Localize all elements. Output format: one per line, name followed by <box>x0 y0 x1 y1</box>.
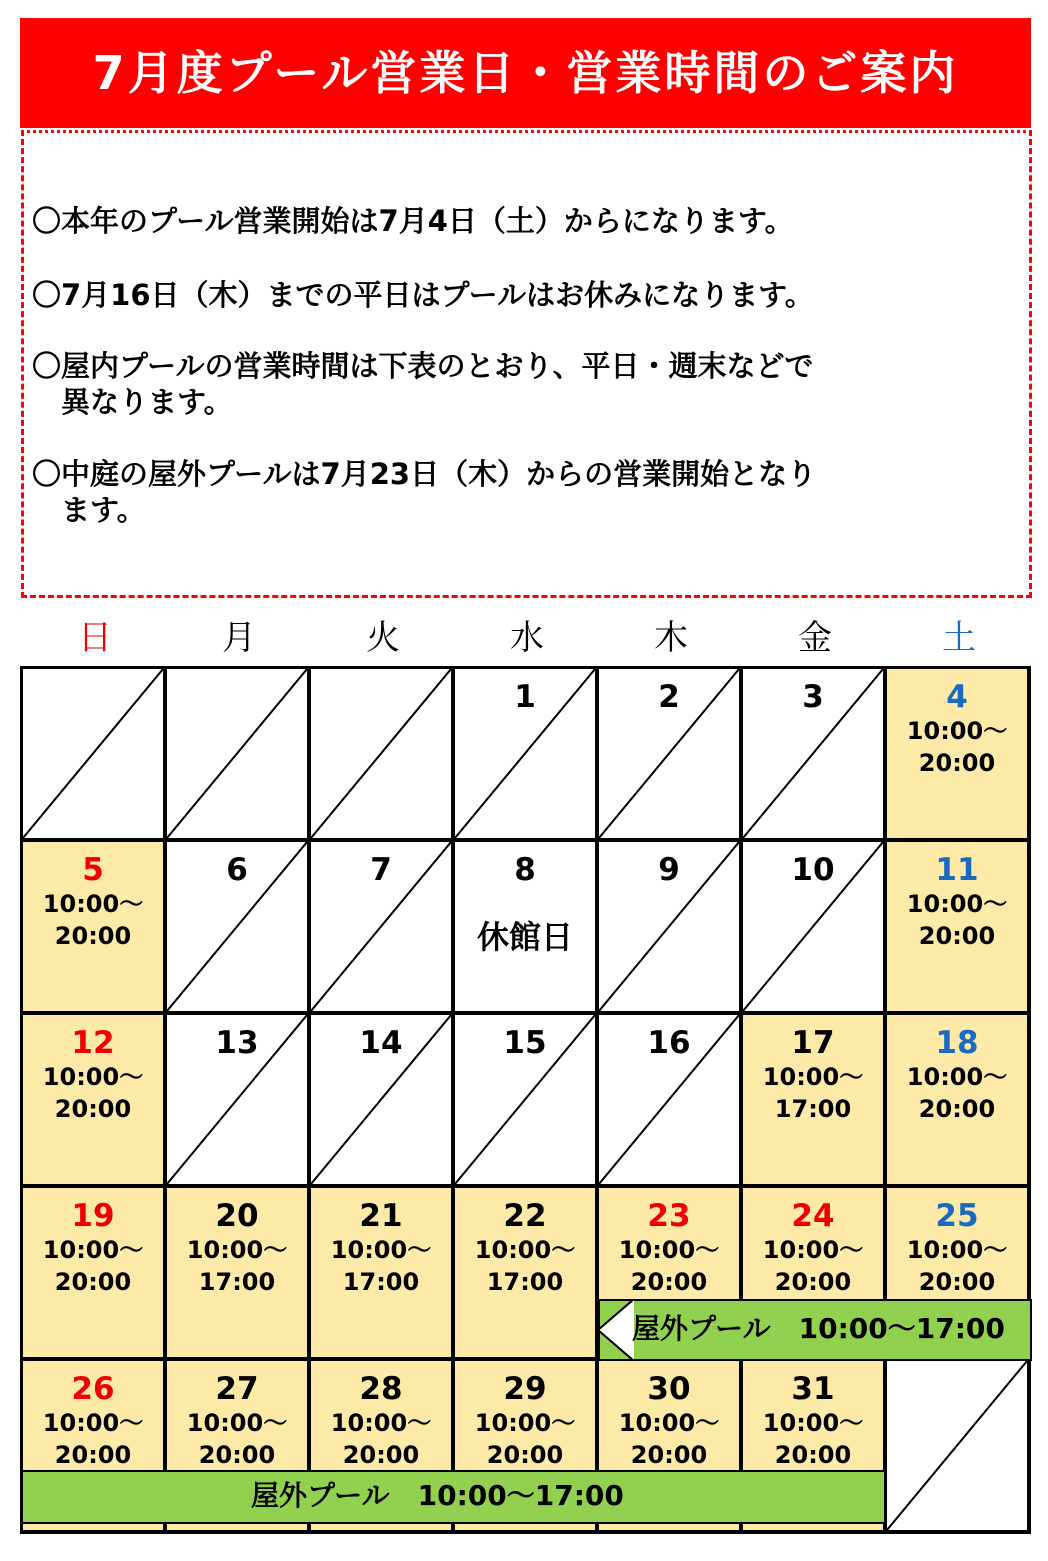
weekday-wed: 水 <box>510 618 544 658</box>
weekday-fri: 金 <box>798 618 832 658</box>
calendar-cell <box>21 1013 165 1186</box>
day-number: 20 <box>215 1198 259 1234</box>
opening-hours: 10:00～ 20:00 <box>42 1236 144 1296</box>
day-number: 3 <box>802 679 824 715</box>
calendar-cell <box>21 840 165 1013</box>
opening-hours: 10:00～ 20:00 <box>762 1236 864 1296</box>
notice-line: 〇7月16日（木）までの平日はプールはお休みになります。 <box>32 278 814 312</box>
day-number: 22 <box>503 1198 547 1234</box>
notice-line: 〇本年のプール営業開始は7月4日（土）からになります。 <box>32 204 794 238</box>
opening-hours: 10:00～ 17:00 <box>474 1236 576 1296</box>
day-number: 30 <box>647 1371 691 1407</box>
opening-hours: 10:00～ 20:00 <box>330 1409 432 1469</box>
day-number: 21 <box>359 1198 403 1234</box>
day-number: 11 <box>935 852 979 888</box>
day-number: 26 <box>71 1371 115 1407</box>
calendar-cell <box>597 840 741 1013</box>
day-number: 18 <box>935 1025 979 1061</box>
opening-hours: 10:00～ 20:00 <box>474 1409 576 1469</box>
weekday-thu: 木 <box>654 618 688 658</box>
calendar-cell <box>309 1186 453 1359</box>
calendar-cell <box>165 667 309 840</box>
calendar-cell <box>453 1186 597 1359</box>
unavailable-slash <box>887 1361 1027 1530</box>
day-number: 15 <box>503 1025 547 1061</box>
weekday-mon: 月 <box>222 618 256 658</box>
closed-day-label: 休館日 <box>476 918 573 956</box>
calendar-cell <box>741 840 885 1013</box>
day-number: 28 <box>359 1371 403 1407</box>
opening-hours: 10:00～ 17:00 <box>186 1236 288 1296</box>
calendar-cell <box>597 667 741 840</box>
day-number: 1 <box>514 679 536 715</box>
day-number: 29 <box>503 1371 547 1407</box>
calendar-cell <box>885 1013 1029 1186</box>
calendar-cell <box>309 667 453 840</box>
day-number: 8 <box>514 852 536 888</box>
notice-box <box>21 130 1032 598</box>
day-number: 10 <box>791 852 835 888</box>
unavailable-slash <box>23 669 163 838</box>
notice-line: 異なります。 <box>32 385 233 419</box>
day-number: 19 <box>71 1198 115 1234</box>
calendar-cell <box>885 667 1029 840</box>
day-number: 9 <box>658 852 680 888</box>
page-title: 7月度プール営業日・営業時間のご案内 <box>92 46 959 100</box>
day-number: 17 <box>791 1025 835 1061</box>
day-number: 12 <box>71 1025 115 1061</box>
calendar-cell <box>597 1013 741 1186</box>
opening-hours: 10:00～ 20:00 <box>42 890 144 950</box>
day-number: 2 <box>658 679 680 715</box>
calendar-cell <box>309 1013 453 1186</box>
unavailable-slash <box>311 669 451 838</box>
day-number: 4 <box>946 679 968 715</box>
opening-hours: 10:00～ 20:00 <box>186 1409 288 1469</box>
opening-hours: 10:00～ 20:00 <box>42 1409 144 1469</box>
opening-hours: 10:00～ 20:00 <box>42 1063 144 1123</box>
calendar-cell <box>309 840 453 1013</box>
opening-hours: 10:00～ 20:00 <box>618 1236 720 1296</box>
calendar-cell <box>21 1186 165 1359</box>
calendar-cell <box>453 667 597 840</box>
calendar-cell <box>165 840 309 1013</box>
day-number: 16 <box>647 1025 691 1061</box>
day-number: 13 <box>215 1025 259 1061</box>
calendar-cell <box>741 1013 885 1186</box>
outdoor-pool-label: 屋外プール 10:00～17:00 <box>632 1312 1005 1345</box>
weekday-sun: 日 <box>78 618 112 658</box>
notice-line: ます。 <box>32 493 146 527</box>
notice-line: 〇屋内プールの営業時間は下表のとおり、平日・週末などで <box>32 349 814 383</box>
outdoor-pool-label-2: 屋外プール 10:00～17:00 <box>251 1479 624 1512</box>
weekday-tue: 火 <box>366 618 400 658</box>
calendar-cell <box>453 1013 597 1186</box>
calendar-cell <box>885 1359 1029 1532</box>
calendar-cell <box>165 1013 309 1186</box>
calendar-cell <box>165 1186 309 1359</box>
opening-hours: 10:00～ 17:00 <box>762 1063 864 1123</box>
notice-line: 〇中庭の屋外プールは7月23日（木）からの営業開始となり <box>32 457 817 491</box>
day-number: 27 <box>215 1371 259 1407</box>
calendar-cell <box>21 667 165 840</box>
calendar-cell <box>885 840 1029 1013</box>
day-number: 23 <box>647 1198 691 1234</box>
day-number: 25 <box>935 1198 979 1234</box>
day-number: 24 <box>791 1198 835 1234</box>
day-number: 5 <box>82 852 104 888</box>
opening-hours: 10:00～ 20:00 <box>906 717 1008 777</box>
unavailable-slash <box>167 669 307 838</box>
calendar-cell <box>741 667 885 840</box>
day-number: 31 <box>791 1371 835 1407</box>
opening-hours: 10:00～ 20:00 <box>618 1409 720 1469</box>
day-number: 14 <box>359 1025 403 1061</box>
opening-hours: 10:00～ 20:00 <box>906 1236 1008 1296</box>
day-number: 6 <box>226 852 248 888</box>
header-bar <box>20 18 1031 128</box>
opening-hours: 10:00～ 20:00 <box>906 1063 1008 1123</box>
outdoor-pool-banner-2 <box>21 1470 886 1524</box>
opening-hours: 10:00～ 20:00 <box>762 1409 864 1469</box>
day-number: 7 <box>370 852 392 888</box>
opening-hours: 10:00～ 20:00 <box>906 890 1008 950</box>
opening-hours: 10:00～ 17:00 <box>330 1236 432 1296</box>
weekday-sat: 土 <box>942 618 976 658</box>
outdoor-pool-banner <box>598 1299 1032 1361</box>
calendar-cell <box>453 840 597 1013</box>
